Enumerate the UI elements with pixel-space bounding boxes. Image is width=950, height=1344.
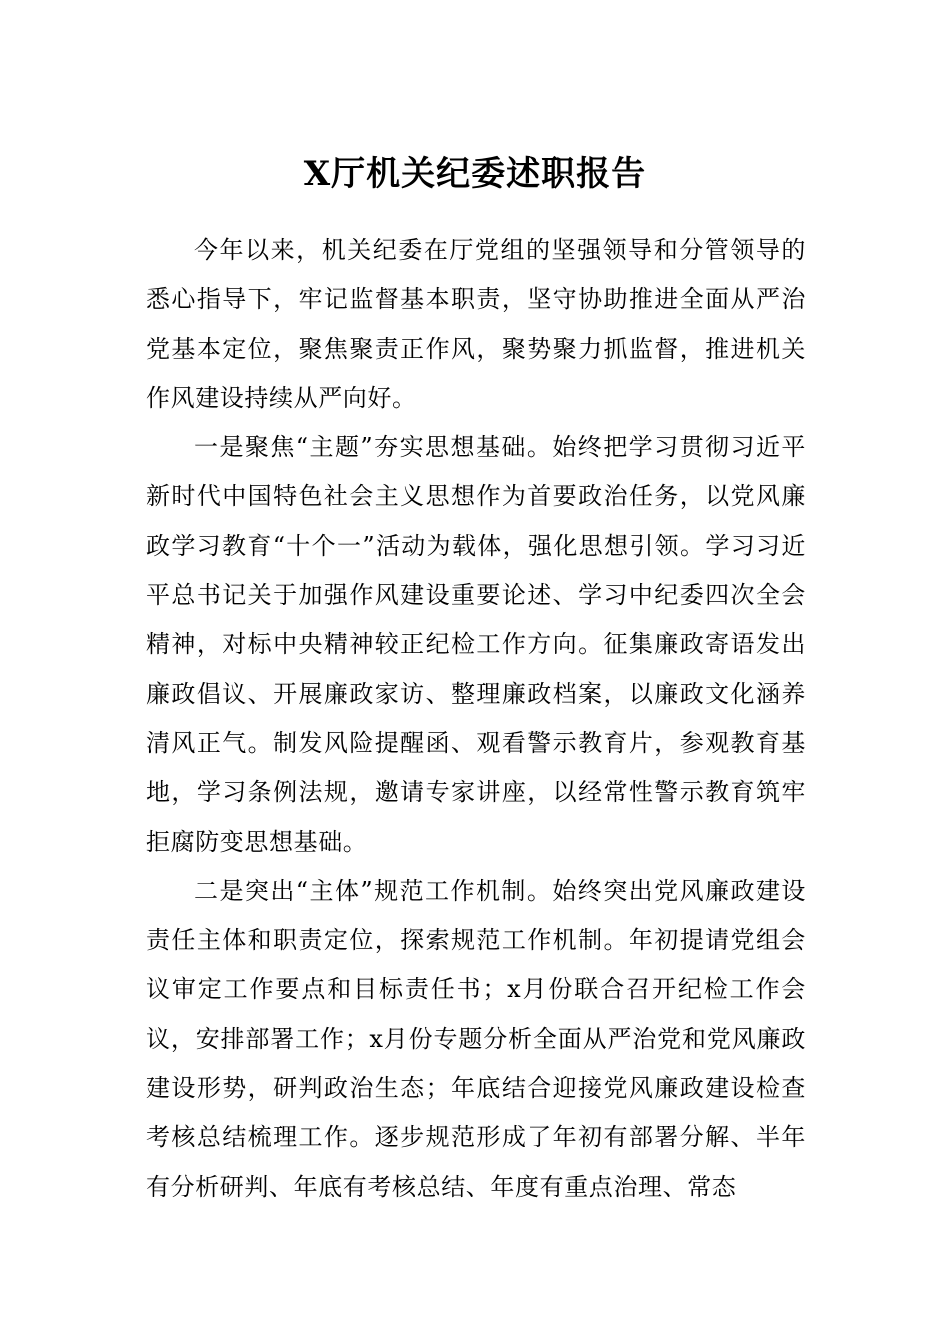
document-body	[146, 226, 806, 1212]
paragraph-point-two: 二是突出“主体”规范工作机制。始终突出党风廉政建设责任主体和职责定位，探索规范工作机制。年初提请党组会议审定工作要点和目标责任书；x月份联合召开纪检工作会议，安排部署工作；x月份专题分析全面从严治党和党风廉政建设形势，研判政治生态；年底结合迎接党风廉政建设检查考核总结梳理工作。逐步规范形成了年初有部署分解、半年有分析研判、年底有考核总结、年度有重点治理、常态	[146, 876, 806, 1201]
paragraph-intro: 今年以来，机关纪委在厅党组的坚强领导和分管领导的悉心指导下，牢记监督基本职责，坚守协助推进全面从严治党基本定位，聚焦聚责正作风，聚势聚力抓监督，推进机关作风建设持续从严向好。	[146, 236, 806, 412]
document-title: X厅机关纪委述职报告	[303, 154, 647, 194]
paragraph-point-one: 一是聚焦“主题”夯实思想基础。始终把学习贯彻习近平新时代中国特色社会主义思想作为首要政治任务，以党风廉政学习教育“十个一”活动为载体，强化思想引领。学习习近平总书记关于加强作风建设重要论述、学习中纪委四次全会精神，对标中央精神较正纪检工作方向。征集廉政寄语发出廉政倡议、开展廉政家访、整理廉政档案，以廉政文化涵养清风正气。制发风险提醒函、观看警示教育片，参观教育基地，学习条例法规，邀请专家讲座，以经常性警示教育筑牢拒腐防变思想基础。	[146, 433, 806, 856]
